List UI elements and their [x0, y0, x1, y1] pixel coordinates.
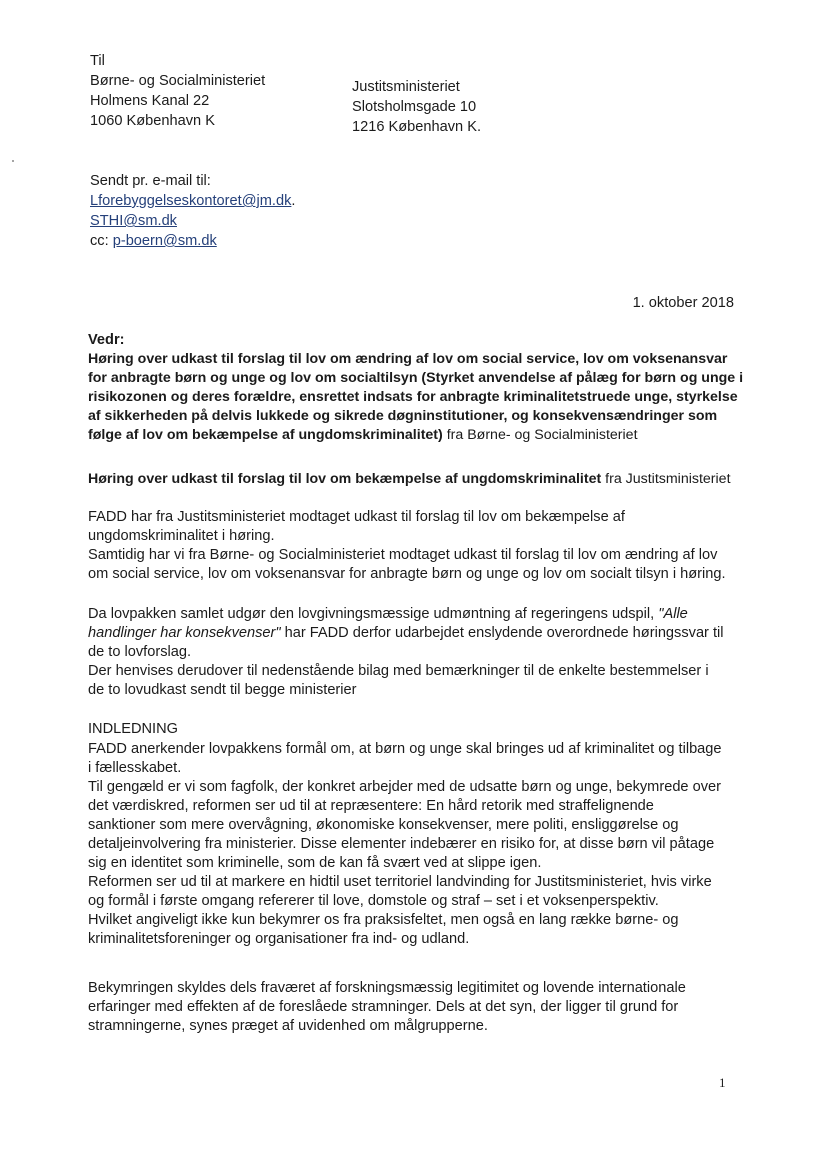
body-line-text: Da lovpakken samlet udgør den lovgivningsmæssige udmøntning af regeringens udspil, — [88, 606, 659, 622]
email-line-2 — [90, 212, 295, 232]
address-right-name: Justitsministeriet — [352, 79, 460, 95]
subject-line: Høring over udkast til forslag til lov om ændring af lov om social service, lov om voksenansvar — [88, 351, 728, 367]
body-line — [88, 624, 748, 643]
address-left-street: Holmens Kanal 22 — [90, 93, 210, 109]
email-link-2[interactable]: STHI@sm.dk — [90, 213, 177, 229]
body-line-italic: "Alle — [658, 606, 688, 622]
subject-line: af sikkerheden på delvis lukkede og sikrede døgninstitutioner, og konsekvensændringer som — [88, 408, 718, 424]
intro-line: sanktioner som mere overvågning, økonomiske konsekvenser, mere politi, ensliggørelse og — [88, 817, 679, 833]
address-right-street: Slotsholmsgade 10 — [352, 99, 477, 115]
body-line: Samtidig har vi fra Børne- og Socialministeriet modtaget udkast til forslag til lov om ændring af lov — [88, 547, 718, 563]
email-line-cc — [90, 232, 295, 252]
body-line: ungdomskriminalitet i høring. — [88, 528, 275, 544]
subject-line-last — [88, 426, 748, 445]
address-to: Til — [90, 53, 105, 69]
body-paragraph-2 — [88, 605, 748, 700]
email-heading: Sendt pr. e-mail til: — [90, 173, 211, 189]
body-paragraph-1 — [88, 508, 748, 584]
address-left-city: 1060 København K — [90, 113, 215, 129]
body-line — [88, 605, 748, 624]
subject-line-last-rest: fra Børne- og Socialministeriet — [442, 427, 638, 443]
concern-paragraph — [88, 979, 748, 1036]
intro-line: FADD anerkender lovpakkens formål om, at børn og unge skal bringes ud af kriminalitet og tilbage — [88, 741, 722, 757]
recipient-address-right — [352, 78, 481, 138]
intro-line: sig en identitet som kriminelle, som de kan få svært ved at slippe igen. — [88, 855, 542, 871]
section-heading-indledning: INDLEDNING — [88, 721, 179, 737]
body-line: de to lovforslag. — [88, 644, 192, 660]
body-line: FADD har fra Justitsministeriet modtaget udkast til forslag til lov om bekæmpelse af — [88, 509, 625, 525]
body-line: Der henvises derudover til nedenstående bilag med bemærkninger til de enkelte bestemmelser i — [88, 663, 709, 679]
body-line: om social service, lov om voksenansvar for anbragte børn og unge og lov om socialt tilsyn i høring. — [88, 566, 726, 582]
body-line-italic: handlinger har konsekvenser" — [88, 625, 281, 641]
intro-line: Reformen ser ud til at markere en hidtil uset territoriel landvinding for Justitsministeriet, hvis virke — [88, 874, 712, 890]
cc-email-link[interactable]: p-boern@sm.dk — [112, 233, 217, 249]
email-link-1[interactable]: Lforebyggelseskontoret@jm.dk — [90, 193, 292, 209]
address-right-city: 1216 København K. — [352, 119, 482, 135]
cc-label: cc: — [90, 233, 109, 249]
subject-line-last-bold: følge af lov om bekæmpelse af ungdomskriminalitet) — [88, 427, 443, 443]
subject-line-2-bold: Høring over udkast til forslag til lov om bekæmpelse af ungdomskriminalitet — [88, 471, 602, 487]
concern-line: stramningerne, synes præget af uvidenhed om målgrupperne. — [88, 1018, 488, 1034]
subject-line: for anbragte børn og unge og lov om socialtilsyn (Styrket anvendelse af pålæg for børn og unge i — [88, 370, 744, 386]
subject-line: risikozonen og deres forældre, ensrettet indsats for anbragte kriminalitetstruede unge, styrkelse — [88, 389, 738, 405]
concern-line: Bekymringen skyldes dels fraværet af forskningsmæssig legitimitet og lovende internationale — [88, 980, 686, 996]
subject-block-2 — [88, 470, 748, 489]
intro-line: Hvilket angiveligt ikke kun bekymrer os fra praksisfeltet, men også en lang række børne- og — [88, 912, 679, 928]
intro-line: i fællesskabet. — [88, 760, 182, 776]
intro-line: detaljeinvolvering fra ministerier. Disse elementer indebærer en risiko for, at disse børn vil påtage — [88, 836, 715, 852]
subject-line-2-rest: fra Justitsministeriet — [601, 471, 731, 487]
intro-paragraph — [88, 740, 748, 949]
body-line-text: har FADD derfor udarbejdet enslydende overordnede høringssvar til — [280, 625, 724, 641]
subject-line-2 — [88, 470, 748, 489]
page-number: 1 — [719, 1075, 726, 1090]
subject-label: Vedr: — [88, 332, 125, 348]
intro-line: Til gengæld er vi som fagfolk, der konkret arbejder med de udsatte børn og unge, bekymrede over — [88, 779, 721, 795]
recipient-address-left — [90, 52, 265, 132]
scan-speck — [12, 160, 14, 162]
intro-line: og formål i første omgang refererer til love, domstole og straf – set i et voksenperspektiv. — [88, 893, 659, 909]
email-line-1 — [90, 192, 295, 212]
concern-line: erfaringer med effekten af de foreslåede stramninger. Dels at det syn, der ligger til grund for — [88, 999, 679, 1015]
intro-line: kriminalitetsforeninger og organisationer fra ind- og udland. — [88, 931, 470, 947]
letter-date: 1. oktober 2018 — [632, 295, 734, 311]
subject-block-1 — [88, 350, 748, 445]
body-line: de to lovudkast sendt til begge ministerier — [88, 682, 357, 698]
intro-line: det værdiskred, reformen ser ud til at repræsentere: En hård retorik med straffelignende — [88, 798, 654, 814]
email-block — [90, 172, 295, 252]
email-link-1-suffix: . — [291, 193, 296, 209]
address-left-name: Børne- og Socialministeriet — [90, 73, 266, 89]
